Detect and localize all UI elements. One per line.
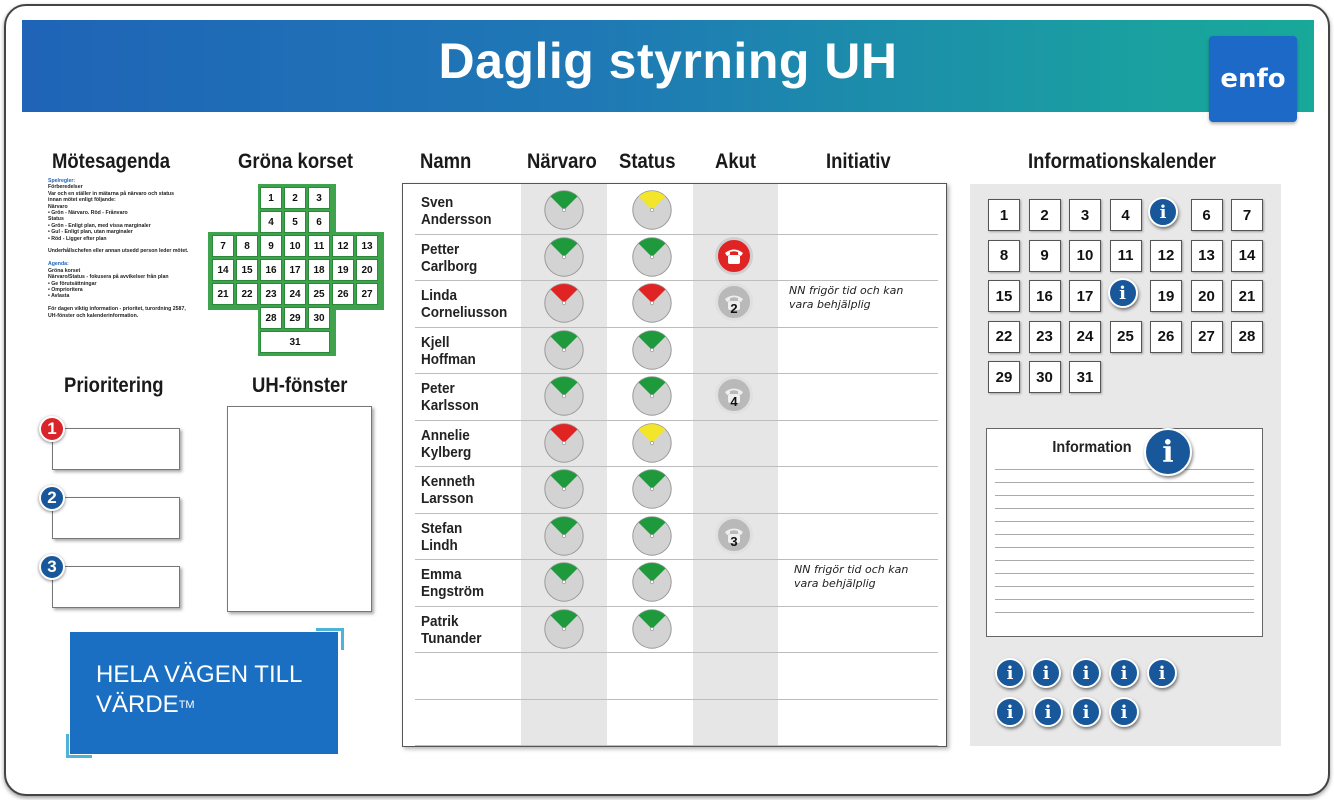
priority-title: Prioritering — [64, 374, 164, 397]
info-icon[interactable]: i — [995, 658, 1025, 688]
person-name — [421, 194, 492, 228]
info-ruled-line — [995, 599, 1254, 600]
cross-day-26[interactable]: 26 — [332, 283, 354, 305]
initiative-line: vara behjälplig — [789, 298, 871, 311]
agenda-line: Status — [48, 216, 64, 223]
value-line-1: HELA VÄGEN TILL — [96, 661, 303, 688]
agenda-line: Närvaro — [48, 203, 68, 210]
priority-box-3[interactable] — [52, 566, 180, 608]
person-name — [421, 473, 475, 507]
agenda-line: Agenda: — [48, 261, 69, 268]
priority-number-1: 1 — [39, 416, 65, 442]
agenda-line: Närvaro/Status - fokusera på avvikelser från plan — [48, 274, 169, 281]
agenda-line: • Omprioritera — [48, 286, 83, 293]
urgent-count: 4 — [730, 394, 738, 409]
presence-gauge[interactable] — [544, 609, 584, 649]
calendar-day-9[interactable]: 9 — [1029, 240, 1061, 272]
person-name — [421, 334, 476, 368]
cross-day-20[interactable]: 20 — [356, 259, 378, 281]
person-last-name: Tunander — [421, 629, 482, 647]
calendar-info-icon[interactable]: i — [1148, 197, 1178, 227]
cross-day-27[interactable]: 27 — [356, 283, 378, 305]
cross-day-29[interactable]: 29 — [284, 307, 306, 329]
calendar-day-30[interactable]: 30 — [1029, 361, 1061, 393]
person-name — [421, 380, 479, 414]
presence-gauge[interactable] — [544, 237, 584, 277]
status-gauge[interactable] — [632, 423, 672, 463]
information-title: Information — [1052, 439, 1132, 456]
agenda-text — [48, 178, 218, 319]
cross-day-17[interactable]: 17 — [284, 259, 306, 281]
calendar-day-26[interactable]: 26 — [1150, 321, 1182, 353]
person-last-name: Hoffman — [421, 350, 476, 368]
urgent-count: 2 — [730, 301, 738, 316]
cross-day-13[interactable]: 13 — [356, 235, 378, 257]
status-gauge[interactable] — [632, 376, 672, 416]
presence-gauge[interactable] — [544, 283, 584, 323]
priority-box-1[interactable] — [52, 428, 180, 470]
agenda-line: Gröna korset — [48, 267, 81, 274]
agenda-line: • Grön - Enligt plan, med vissa marginaler — [48, 222, 151, 229]
urgent-phone-icon[interactable] — [715, 283, 753, 321]
person-first-name: Stefan — [421, 519, 463, 537]
cross-day-11[interactable]: 11 — [308, 235, 330, 257]
info-ruled-line — [995, 586, 1254, 587]
cross-day-5[interactable]: 5 — [284, 211, 306, 233]
presence-gauge[interactable] — [544, 516, 584, 556]
calendar-day-7[interactable]: 7 — [1231, 199, 1263, 231]
cross-day-9[interactable]: 9 — [260, 235, 282, 257]
uh-window-title: UH-fönster — [252, 374, 348, 397]
status-gauge[interactable] — [632, 237, 672, 277]
info-ruled-line — [995, 521, 1254, 522]
presence-gauge[interactable] — [544, 469, 584, 509]
person-first-name: Emma — [421, 566, 462, 583]
status-gauge[interactable] — [632, 330, 672, 370]
row-divider — [415, 652, 938, 653]
person-first-name: Kjell — [421, 333, 450, 351]
calendar-day-28[interactable]: 28 — [1231, 321, 1263, 353]
info-icon[interactable]: i — [1031, 658, 1061, 688]
calendar-day-8[interactable]: 8 — [988, 240, 1020, 272]
urgent-phone-icon[interactable] — [715, 376, 753, 414]
cross-day-2[interactable]: 2 — [284, 187, 306, 209]
info-ruled-line — [995, 573, 1254, 574]
initiative-line: vara behjälplig — [794, 577, 876, 590]
row-divider — [415, 373, 938, 374]
presence-gauge[interactable] — [544, 330, 584, 370]
person-name — [421, 287, 507, 321]
person-last-name: Carlborg — [421, 257, 478, 275]
calendar-day-23[interactable]: 23 — [1029, 321, 1061, 353]
cross-day-23[interactable]: 23 — [260, 283, 282, 305]
calendar-day-20[interactable]: 20 — [1191, 280, 1223, 312]
row-divider — [415, 559, 938, 560]
info-ruled-line — [995, 534, 1254, 535]
info-ruled-line — [995, 495, 1254, 496]
status-gauge[interactable] — [632, 562, 672, 602]
row-divider — [415, 234, 938, 235]
calendar-day-27[interactable]: 27 — [1191, 321, 1223, 353]
status-gauge[interactable] — [632, 190, 672, 230]
trademark: TM — [178, 699, 195, 711]
calendar-day-14[interactable]: 14 — [1231, 240, 1263, 272]
header-urgent: Akut — [715, 150, 757, 173]
person-name — [421, 427, 471, 461]
agenda-line: Var och en ställer in mätarna på närvaro och status — [48, 190, 174, 197]
presence-gauge[interactable] — [544, 423, 584, 463]
calendar-day-13[interactable]: 13 — [1191, 240, 1223, 272]
header-status: Status — [619, 150, 676, 173]
priority-number-2: 2 — [39, 485, 65, 511]
person-name — [421, 613, 482, 647]
calendar-day-12[interactable]: 12 — [1150, 240, 1182, 272]
cross-day-4[interactable]: 4 — [260, 211, 282, 233]
presence-gauge[interactable] — [544, 190, 584, 230]
row-divider — [415, 699, 938, 700]
agenda-line: Underhållschefen eller annan utsedd person leder mötet. — [48, 248, 189, 255]
row-divider — [415, 513, 938, 514]
cross-day-19[interactable]: 19 — [332, 259, 354, 281]
status-gauge[interactable] — [632, 283, 672, 323]
cross-day-7[interactable]: 7 — [212, 235, 234, 257]
cross-day-3[interactable]: 3 — [308, 187, 330, 209]
cross-day-16[interactable]: 16 — [260, 259, 282, 281]
person-first-name: Annelie — [421, 426, 470, 444]
presence-gauge[interactable] — [544, 562, 584, 602]
calendar-day-17[interactable]: 17 — [1069, 280, 1101, 312]
info-ruled-line — [995, 482, 1254, 483]
cross-day-12[interactable]: 12 — [332, 235, 354, 257]
row-divider — [415, 466, 938, 467]
person-first-name: Peter — [421, 380, 455, 397]
agenda-line: • Ge förutsättningar — [48, 280, 97, 287]
row-divider — [415, 606, 938, 607]
person-first-name: Kenneth — [421, 473, 475, 490]
agenda-line: innan mötet enligt följande: — [48, 197, 116, 204]
row-divider — [415, 280, 938, 281]
calendar-day-11[interactable]: 11 — [1110, 240, 1142, 272]
header-presence: Närvaro — [527, 150, 597, 173]
row-divider — [415, 420, 938, 421]
calendar-day-3[interactable]: 3 — [1069, 199, 1101, 231]
cross-day-28[interactable]: 28 — [260, 307, 282, 329]
calendar-day-6[interactable]: 6 — [1191, 199, 1223, 231]
agenda-line: • Grön - Närvaro. Röd - Frånvaro — [48, 210, 128, 217]
cross-day-21[interactable]: 21 — [212, 283, 234, 305]
cross-day-14[interactable]: 14 — [212, 259, 234, 281]
info-ruled-line — [995, 612, 1254, 613]
person-name — [421, 566, 484, 600]
calendar-info-icon[interactable]: i — [1108, 278, 1138, 308]
info-icon[interactable]: i — [1033, 697, 1063, 727]
value-line-2-text: VÄRDE — [96, 691, 179, 718]
urgent-phone-icon[interactable] — [715, 237, 753, 275]
person-last-name: Kylberg — [421, 443, 472, 461]
cross-day-10[interactable]: 10 — [284, 235, 306, 257]
cross-day-22[interactable]: 22 — [236, 283, 258, 305]
person-name — [421, 241, 477, 275]
information-info-icon: i — [1144, 428, 1192, 476]
cross-day-24[interactable]: 24 — [284, 283, 306, 305]
person-first-name: Linda — [421, 287, 457, 304]
info-ruled-line — [995, 560, 1254, 561]
calendar-day-21[interactable]: 21 — [1231, 280, 1263, 312]
calendar-day-15[interactable]: 15 — [988, 280, 1020, 312]
presence-gauge[interactable] — [544, 376, 584, 416]
agenda-line: För dagen viktig information - prioritet, turordning 2587, — [48, 306, 186, 313]
cross-day-6[interactable]: 6 — [308, 211, 330, 233]
cross-day-25[interactable]: 25 — [308, 283, 330, 305]
info-icon[interactable]: i — [1109, 697, 1139, 727]
status-gauge[interactable] — [632, 469, 672, 509]
person-first-name: Patrik — [421, 612, 459, 630]
info-icon[interactable]: i — [995, 697, 1025, 727]
person-first-name: Petter — [421, 240, 460, 258]
urgent-phone-icon[interactable] — [715, 516, 753, 554]
calendar-day-19[interactable]: 19 — [1150, 280, 1182, 312]
calendar-day-16[interactable]: 16 — [1029, 280, 1061, 312]
cross-day-1[interactable]: 1 — [260, 187, 282, 209]
initiative-note — [789, 284, 903, 312]
agenda-line: Spelregler: — [48, 178, 76, 184]
info-icon[interactable]: i — [1109, 658, 1139, 688]
enfo-logo: enfo — [1209, 36, 1297, 122]
priority-number-3: 3 — [39, 554, 65, 580]
person-last-name: Andersson — [421, 211, 492, 228]
person-last-name: Karlsson — [421, 397, 479, 414]
status-gauge[interactable] — [632, 609, 672, 649]
calendar-day-22[interactable]: 22 — [988, 321, 1020, 353]
info-ruled-line — [995, 508, 1254, 509]
calendar-day-25[interactable]: 25 — [1110, 321, 1142, 353]
person-last-name: Corneliusson — [421, 304, 508, 321]
calendar-day-4[interactable]: 4 — [1110, 199, 1142, 231]
info-ruled-line — [995, 547, 1254, 548]
calendar-day-1[interactable]: 1 — [988, 199, 1020, 231]
value-line-2 — [96, 690, 338, 720]
header-initiative: Initiativ — [826, 150, 891, 173]
uh-window-box[interactable] — [227, 406, 372, 612]
cross-day-18[interactable]: 18 — [308, 259, 330, 281]
status-gauge[interactable] — [632, 516, 672, 556]
person-last-name: Engström — [421, 583, 485, 600]
cross-day-31[interactable]: 31 — [260, 331, 330, 353]
cross-day-8[interactable]: 8 — [236, 235, 258, 257]
info-icon[interactable]: i — [1147, 658, 1177, 688]
urgent-count: 3 — [730, 533, 738, 549]
calendar-day-29[interactable]: 29 — [988, 361, 1020, 393]
green-cross-title: Gröna korset — [238, 150, 354, 173]
info-ruled-line — [995, 469, 1254, 470]
cross-day-15[interactable]: 15 — [236, 259, 258, 281]
header-name: Namn — [420, 150, 472, 173]
priority-box-2[interactable] — [52, 497, 180, 539]
person-last-name: Larsson — [421, 490, 474, 507]
row-divider — [415, 745, 938, 746]
value-box — [70, 632, 338, 754]
agenda-line: UH-fönster och kalenderinformation. — [48, 312, 139, 319]
calendar-title: Informationskalender — [1028, 150, 1216, 173]
cross-day-30[interactable]: 30 — [308, 307, 330, 329]
person-last-name: Lindh — [421, 536, 458, 554]
agenda-line: • Röd - Ligger efter plan — [48, 235, 107, 242]
agenda-line: Förberedelser — [48, 184, 83, 191]
calendar-day-31[interactable]: 31 — [1069, 361, 1101, 393]
initiative-line: NN frigör tid och kan — [789, 284, 904, 297]
calendar-day-24[interactable]: 24 — [1069, 321, 1101, 353]
calendar-day-10[interactable]: 10 — [1069, 240, 1101, 272]
person-first-name: Sven — [421, 194, 454, 211]
team-table — [402, 183, 947, 747]
information-box[interactable] — [986, 428, 1263, 637]
row-divider — [415, 327, 938, 328]
header-banner — [22, 20, 1314, 112]
page-title: Daglig styrning UH — [438, 33, 898, 89]
agenda-line: • Gul - Enligt plan, utan marginaler — [48, 229, 133, 236]
person-name — [421, 520, 462, 554]
agenda-line: • Avlasta — [48, 293, 70, 300]
info-icon[interactable]: i — [1071, 658, 1101, 688]
agenda-title: Mötesagenda — [52, 150, 171, 173]
info-icon[interactable]: i — [1071, 697, 1101, 727]
initiative-line: NN frigör tid och kan — [794, 563, 909, 576]
calendar-day-2[interactable]: 2 — [1029, 199, 1061, 231]
initiative-note — [794, 563, 908, 591]
